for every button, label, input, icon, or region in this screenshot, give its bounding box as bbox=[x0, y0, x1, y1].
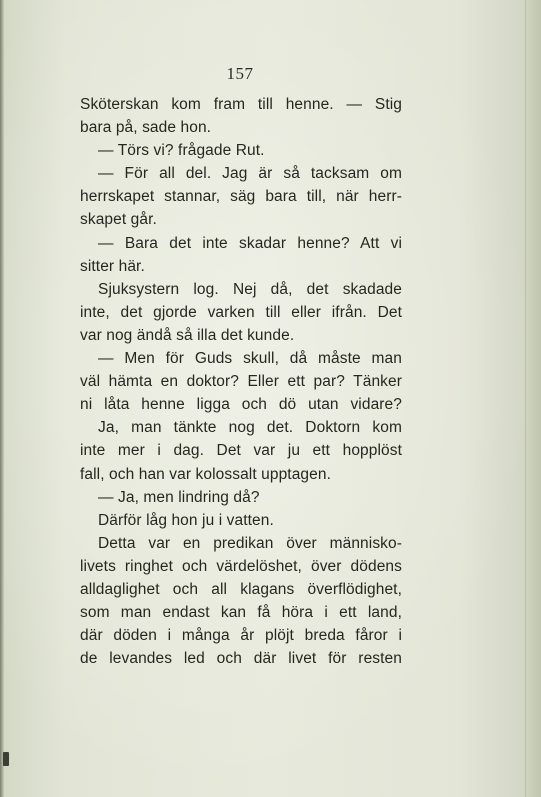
text-line: Sjuksystern log. Nej då, det skadade bbox=[98, 280, 402, 298]
text-line: Ja, man tänkte nog det. Doktorn kom bbox=[98, 419, 402, 437]
text-line: ni låta henne ligga och dö utan vidare? bbox=[80, 396, 402, 414]
text-line: sitter här. bbox=[80, 257, 145, 275]
text-line: alldaglighet och all klagans överflödighet, bbox=[80, 580, 402, 598]
text-line: där döden i många år plöjt breda fåror i bbox=[80, 627, 402, 645]
text-line: de levandes led och där livet för resten bbox=[80, 650, 402, 668]
text-line: var nog ändå så illa det kunde. bbox=[80, 326, 295, 344]
text-line: — Törs vi? frågade Rut. bbox=[98, 142, 265, 160]
body-text bbox=[80, 93, 402, 670]
page-number: 157 bbox=[226, 64, 254, 83]
page-gutter-shadow bbox=[0, 0, 4, 797]
page-stack-edge bbox=[523, 0, 541, 797]
text-line: — Men för Guds skull, då måste man bbox=[98, 350, 402, 368]
text-line: herrskapet stannar, säg bara till, när herr- bbox=[80, 188, 402, 206]
text-line: Därför låg hon ju i vatten. bbox=[98, 511, 274, 529]
text-line: inte, det gjorde varken till eller ifrån. Det bbox=[80, 303, 402, 321]
text-line: fall, och han var kolossalt upptagen. bbox=[80, 465, 331, 483]
text-line: väl hämta en doktor? Eller ett par? Tänker bbox=[80, 373, 402, 391]
text-line: — Bara det inte skadar henne? Att vi bbox=[98, 234, 402, 252]
text-line: Sköterskan kom fram till henne. — Stig bbox=[80, 96, 402, 113]
text-line: livets ringhet och värdelöshet, över dödens bbox=[80, 557, 402, 575]
text-line: Detta var en predikan över människo- bbox=[98, 534, 402, 552]
text-line: bara på, sade hon. bbox=[80, 119, 212, 137]
binding-mark bbox=[3, 752, 9, 766]
text-line: — Ja, men lindring då? bbox=[98, 488, 260, 506]
text-line: — För all del. Jag är så tacksam om bbox=[98, 165, 402, 183]
text-line: inte mer i dag. Det var ju ett hopplöst bbox=[80, 442, 402, 460]
text-line: som man endast kan få höra i ett land, bbox=[80, 604, 402, 622]
text-line: skapet går. bbox=[80, 211, 157, 229]
